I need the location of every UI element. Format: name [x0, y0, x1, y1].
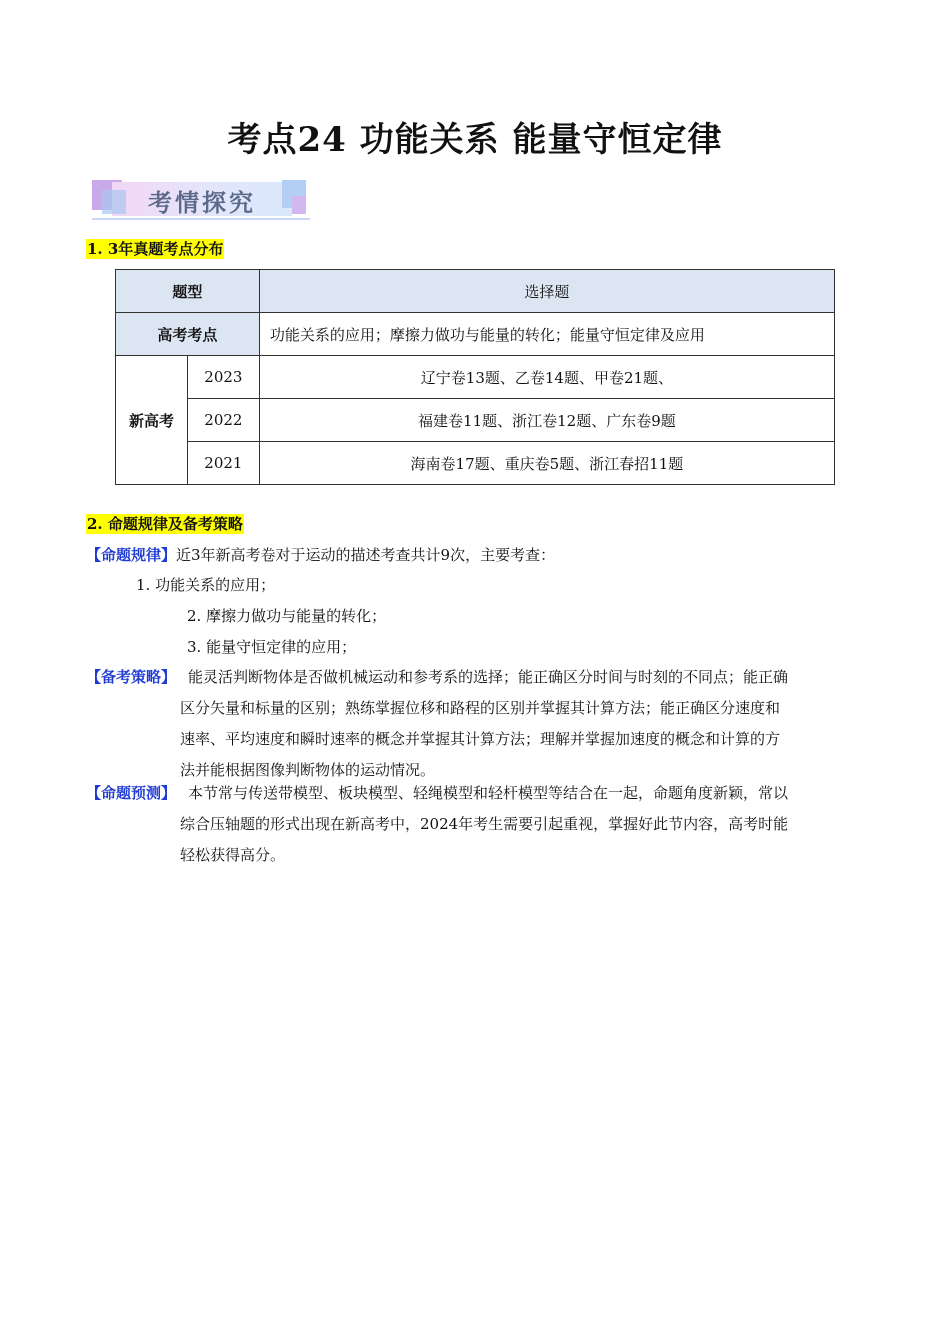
law-item: 2. 摩擦力做功与能量的转化； — [187, 607, 387, 625]
table-cell-group-label: 新高考 — [116, 356, 188, 485]
page-title: 考点24 功能关系 能量守恒定律 — [227, 120, 723, 160]
banner-underline — [92, 218, 310, 220]
table-cell-year-value: 海南卷17题、重庆卷5题、浙江春招11题 — [259, 442, 834, 485]
forecast-line: 综合压轴题的形式出现在新高考中，2024年考生需要引起重视，掌握好此节内容，高考时能 — [180, 815, 789, 833]
section-heading-distribution: 1. 3年真题考点分布 — [87, 240, 224, 258]
table-cell-type-value: 选择题 — [259, 270, 834, 313]
table-cell-year: 2021 — [187, 442, 259, 485]
table-row — [116, 356, 835, 399]
strategy-tag: 【备考策略】 — [86, 668, 177, 686]
strategy-line: 能灵活判断物体是否做机械运动和参考系的选择；能正确区分时间与时刻的不同点；能正确 — [188, 668, 789, 686]
table-cell-year: 2022 — [187, 399, 259, 442]
strategy-line: 区分矢量和标量的区别；熟练掌握位移和路程的区别并掌握其计算方法；能正确区分速度和 — [180, 699, 781, 717]
forecast-tag: 【命题预测】 — [86, 784, 177, 802]
banner-label: 考情探究 — [148, 189, 256, 217]
law-item: 3. 能量守恒定律的应用； — [187, 638, 357, 656]
table-cell-point-value: 功能关系的应用；摩擦力做功与能量的转化；能量守恒定律及应用 — [259, 313, 834, 356]
table-row — [116, 442, 835, 485]
section-banner — [92, 180, 312, 220]
forecast-line: 轻松获得高分。 — [180, 846, 286, 864]
forecast-line: 本节常与传送带模型、板块模型、轻绳模型和轻杆模型等结合在一起，命题角度新颖，常以 — [188, 784, 789, 802]
table-row — [116, 399, 835, 442]
section-heading-strategy: 2. 命题规律及备考策略 — [87, 515, 243, 533]
strategy-line: 法并能根据图像判断物体的运动情况。 — [180, 761, 436, 779]
law-paragraph — [86, 540, 555, 570]
table-cell-type-label: 题型 — [116, 270, 260, 313]
table-cell-year-value: 辽宁卷13题、乙卷14题、甲卷21题、 — [259, 356, 834, 399]
law-text: 近3年新高考卷对于运动的描述考查共计9次，主要考查： — [176, 546, 556, 564]
table-cell-year: 2023 — [187, 356, 259, 399]
strategy-line: 速率、平均速度和瞬时速率的概念并掌握其计算方法；理解并掌握加速度的概念和计算的方 — [180, 730, 781, 748]
table-cell-year-value: 福建卷11题、浙江卷12题、广东卷9题 — [259, 399, 834, 442]
table-row — [116, 270, 835, 313]
law-tag: 【命题规律】 — [86, 546, 177, 564]
exam-distribution-table — [115, 269, 835, 485]
table-cell-point-label: 高考考点 — [116, 313, 260, 356]
law-item: 1. 功能关系的应用； — [136, 576, 276, 594]
table-row — [116, 313, 835, 356]
